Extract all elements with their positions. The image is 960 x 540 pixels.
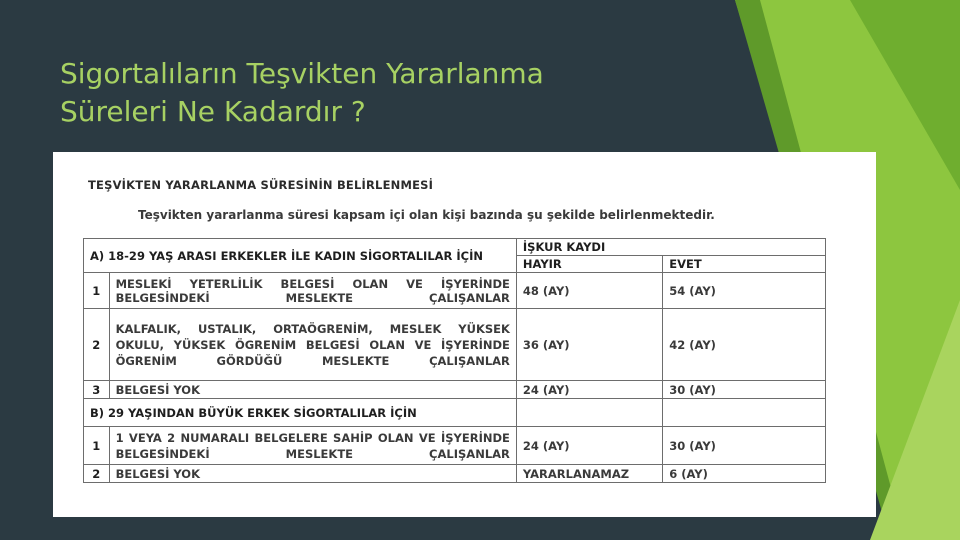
section-b-empty-cell <box>516 399 662 427</box>
row-description: MESLEKİ YETERLİLİK BELGESİ OLAN VE İŞYERİNDE BELGESİNDEKİ MESLEKTE ÇALIŞANLAR <box>109 273 516 309</box>
table-header-row <box>84 239 826 256</box>
row-description: BELGESİ YOK <box>109 465 516 483</box>
slide-title <box>60 55 700 131</box>
row-evet-value: 42 (AY) <box>663 309 826 381</box>
table-row <box>84 427 826 465</box>
document-heading: TEŞVİKTEN YARARLANMA SÜRESİNİN BELİRLENMESİ <box>88 178 434 192</box>
column-evet-header: EVET <box>663 256 826 273</box>
row-number: 2 <box>84 465 110 483</box>
row-hayir-value: 24 (AY) <box>516 427 662 465</box>
slide-title-line-2: Süreleri Ne Kadardır ? <box>60 95 366 128</box>
scanned-document <box>53 152 876 517</box>
row-evet-value: 30 (AY) <box>663 427 826 465</box>
table-row <box>84 381 826 399</box>
section-b-header: B) 29 YAŞINDAN BÜYÜK ERKEK SİGORTALILAR İÇİN <box>84 399 517 427</box>
column-hayir-header: HAYIR <box>516 256 662 273</box>
row-hayir-value: 48 (AY) <box>516 273 662 309</box>
row-description: BELGESİ YOK <box>109 381 516 399</box>
table-row <box>84 273 826 309</box>
table-row <box>84 465 826 483</box>
slide-title-line-1: Sigortalıların Teşvikten Yararlanma <box>60 57 544 90</box>
incentive-duration-table <box>83 238 826 483</box>
table-row <box>84 309 826 381</box>
row-evet-value: 30 (AY) <box>663 381 826 399</box>
row-description: KALFALIK, USTALIK, ORTAÖGRENİM, MESLEK YÜKSEK OKULU, YÜKSEK ÖGRENİM BELGESİ OLAN VE İŞYERİNDE ÖGRENİM GÖRDÜĞÜ MESLEKTE ÇALIŞANLAR <box>109 309 516 381</box>
row-hayir-value: 36 (AY) <box>516 309 662 381</box>
row-description: 1 VEYA 2 NUMARALI BELGELERE SAHİP OLAN VE İŞYERİNDE BELGESİNDEKİ MESLEKTE ÇALIŞANLAR <box>109 427 516 465</box>
document-intro: Teşvikten yararlanma süresi kapsam içi olan kişi bazında şu şekilde belirlenmektedir. <box>138 208 715 222</box>
row-hayir-value: 24 (AY) <box>516 381 662 399</box>
row-number: 2 <box>84 309 110 381</box>
row-number: 1 <box>84 427 110 465</box>
iskur-header: İŞKUR KAYDI <box>516 239 825 256</box>
section-a-header: A) 18-29 YAŞ ARASI ERKEKLER İLE KADIN SİGORTALILAR İÇİN <box>84 239 517 273</box>
section-b-row <box>84 399 826 427</box>
row-number: 1 <box>84 273 110 309</box>
row-hayir-value: YARARLANAMAZ <box>516 465 662 483</box>
section-b-empty-cell <box>663 399 826 427</box>
row-evet-value: 54 (AY) <box>663 273 826 309</box>
row-evet-value: 6 (AY) <box>663 465 826 483</box>
row-number: 3 <box>84 381 110 399</box>
